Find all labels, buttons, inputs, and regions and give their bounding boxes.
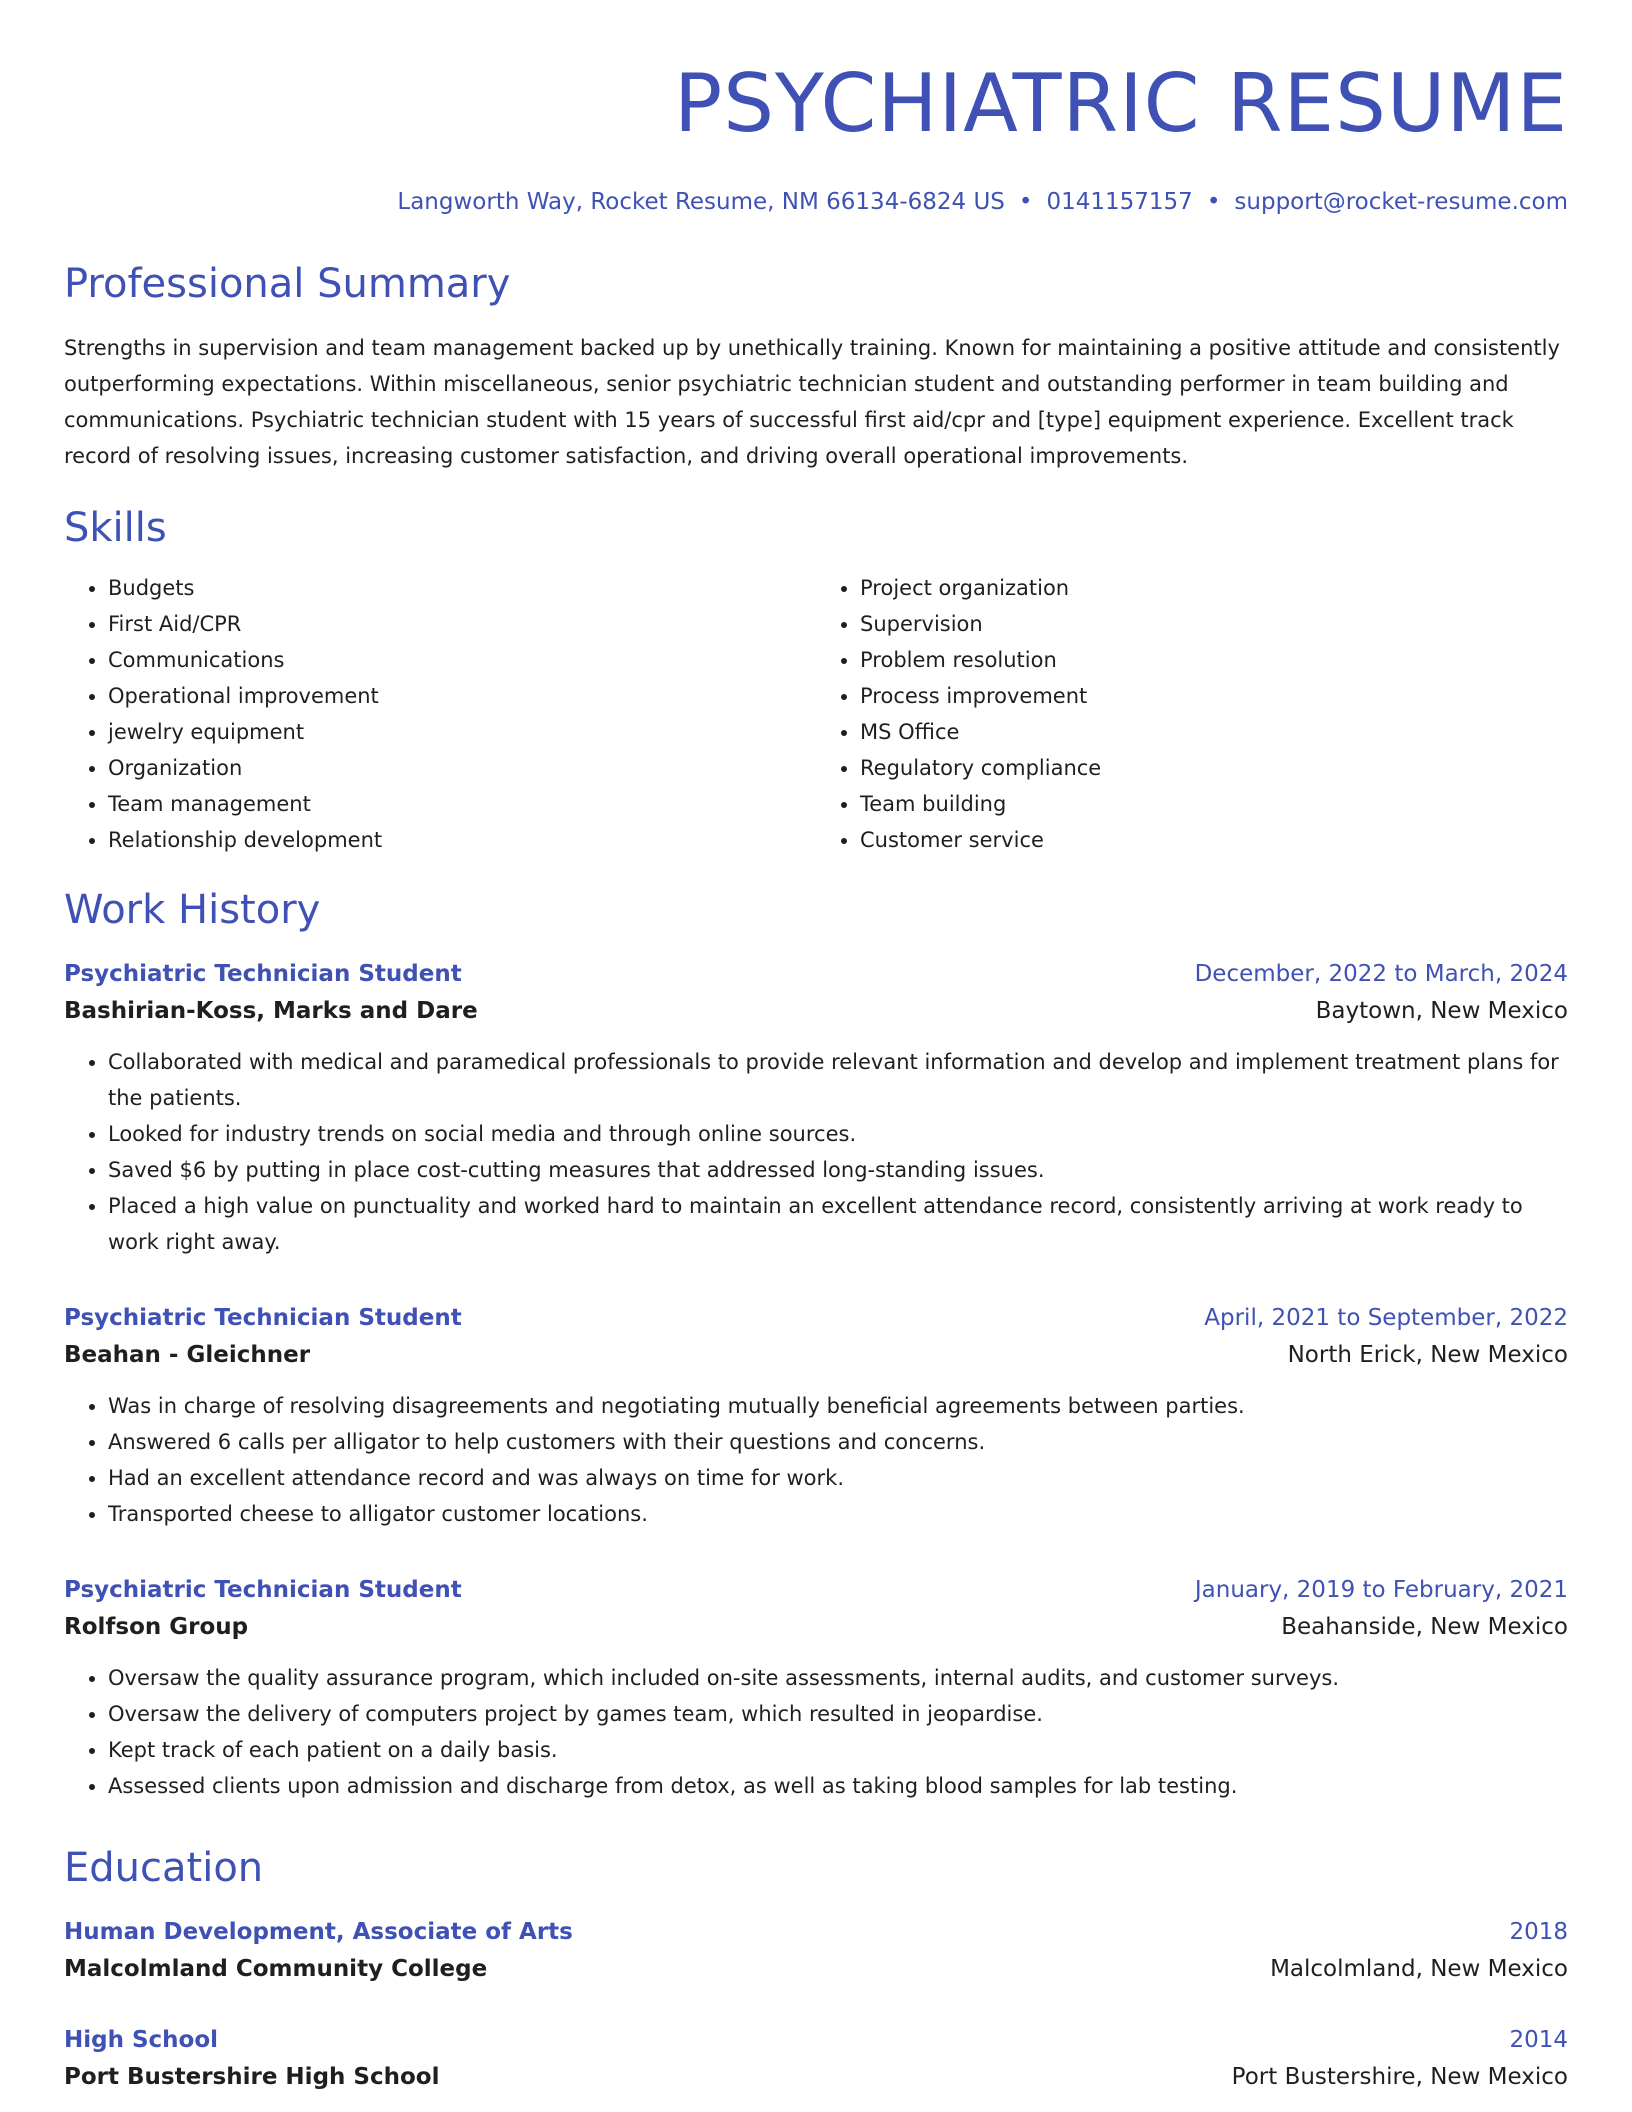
resume-header (64, 56, 1568, 216)
skill-item: • First Aid/CPR (108, 606, 816, 642)
job-bullet: • Oversaw the delivery of computers project by games team, which resulted in jeopardise. (108, 1696, 1568, 1732)
job-entry (64, 1300, 1568, 1532)
job-title: Psychiatric Technician Student (64, 1577, 462, 1603)
job-dates: January, 2019 to February, 2021 (1194, 1577, 1568, 1603)
skill-item: • Process improvement (860, 678, 1568, 714)
job-location: North Erick, New Mexico (1287, 1342, 1568, 1368)
skill-item: • Regulatory compliance (860, 750, 1568, 786)
job-bullet: • Placed a high value on punctuality and worked hard to maintain an excellent attendance record, consistently arriving at work ready to work right away. (108, 1188, 1568, 1260)
education-school: Port Bustershire High School (64, 2064, 440, 2090)
skill-item: • Project organization (860, 570, 1568, 606)
education-school: Malcolmland Community College (64, 1956, 488, 1982)
job-bullet: • Transported cheese to alligator customer locations. (108, 1496, 1568, 1532)
job-entry (64, 956, 1568, 1260)
skills-heading: Skills (64, 505, 167, 551)
skill-item: • Team building (860, 786, 1568, 822)
job-bullet: • Collaborated with medical and paramedical professionals to provide relevant information and develop and implement treatment plans for the patients. (108, 1044, 1568, 1116)
skills-list (64, 570, 1568, 858)
skills-column-left (64, 570, 816, 858)
job-bullets (64, 1660, 1568, 1804)
education-location: Malcolmland, New Mexico (1270, 1956, 1568, 1982)
job-bullets (64, 1388, 1568, 1532)
job-bullet: • Assessed clients upon admission and discharge from detox, as well as taking blood samples for lab testing. (108, 1768, 1568, 1804)
education-entry (64, 2022, 1568, 2096)
work-history-heading: Work History (64, 887, 321, 933)
education-degree: High School (64, 2027, 219, 2053)
education-degree-row (64, 1914, 1568, 1950)
contact-line (64, 188, 1568, 216)
contact-email[interactable]: support@rocket-resume.com (1234, 189, 1568, 215)
skill-item: • Communications (108, 642, 816, 678)
contact-address: Langworth Way, Rocket Resume, NM 66134-6824 US (397, 189, 1005, 215)
job-dates: April, 2021 to September, 2022 (1204, 1305, 1568, 1331)
education-location: Port Bustershire, New Mexico (1231, 2064, 1568, 2090)
job-title-row (64, 956, 1568, 992)
job-location: Beahanside, New Mexico (1281, 1614, 1568, 1640)
job-company-row (64, 1608, 1568, 1646)
skill-item: • Customer service (860, 822, 1568, 858)
education-school-row (64, 2058, 1568, 2096)
summary-text: Strengths in supervision and team management backed up by unethically training. Known for maintaining a positive attitude and consistently outperforming expectations. Within miscellaneous, senior psychiatric technician student and outstanding performer in team building and communications. Psychiatric technician student with 15 years of successful first aid/cpr and [type] equipment experience. Excellent track record of resolving issues, increasing customer satisfaction, and driving overall operational improvements. (64, 336, 1560, 468)
job-company: Bashirian-Koss, Marks and Dare (64, 998, 478, 1024)
job-entry (64, 1572, 1568, 1804)
skill-item: • Organization (108, 750, 816, 786)
job-company: Rolfson Group (64, 1614, 249, 1640)
skill-item: • Operational improvement (108, 678, 816, 714)
resume-name: PSYCHIATRIC RESUME (673, 57, 1568, 150)
education-heading: Education (64, 1845, 264, 1891)
education-degree-row (64, 2022, 1568, 2058)
contact-phone: 0141157157 (1046, 189, 1193, 215)
job-bullet: • Was in charge of resolving disagreements and negotiating mutually beneficial agreements between parties. (108, 1388, 1568, 1424)
education-degree: Human Development, Associate of Arts (64, 1919, 573, 1945)
education-year: 2014 (1509, 2027, 1568, 2053)
job-company-row (64, 992, 1568, 1030)
job-title: Psychiatric Technician Student (64, 961, 462, 987)
skill-item: • Problem resolution (860, 642, 1568, 678)
job-location: Baytown, New Mexico (1315, 998, 1568, 1024)
skills-column-right (816, 570, 1568, 858)
summary-heading: Professional Summary (64, 261, 511, 307)
education-school-row (64, 1950, 1568, 1988)
skill-item: • Relationship development (108, 822, 816, 858)
job-bullet: • Had an excellent attendance record and was always on time for work. (108, 1460, 1568, 1496)
job-bullet: • Kept track of each patient on a daily basis. (108, 1732, 1568, 1768)
job-title-row (64, 1572, 1568, 1608)
contact-separator: • (1018, 189, 1033, 215)
job-bullet: • Oversaw the quality assurance program, which included on-site assessments, internal audits, and customer surveys. (108, 1660, 1568, 1696)
skill-item: • Team management (108, 786, 816, 822)
skill-item: • Supervision (860, 606, 1568, 642)
job-dates: December, 2022 to March, 2024 (1194, 961, 1568, 987)
job-bullet: • Looked for industry trends on social media and through online sources. (108, 1116, 1568, 1152)
job-bullets (64, 1044, 1568, 1260)
job-company-row (64, 1336, 1568, 1374)
education-year: 2018 (1509, 1919, 1568, 1945)
skill-item: • Budgets (108, 570, 816, 606)
education-entry (64, 1914, 1568, 1988)
skill-item: • jewelry equipment (108, 714, 816, 750)
job-title: Psychiatric Technician Student (64, 1305, 462, 1331)
contact-separator: • (1206, 189, 1221, 215)
job-bullet: • Answered 6 calls per alligator to help customers with their questions and concerns. (108, 1424, 1568, 1460)
skill-item: • MS Office (860, 714, 1568, 750)
job-bullet: • Saved $6 by putting in place cost-cutting measures that addressed long-standing issues. (108, 1152, 1568, 1188)
job-company: Beahan - Gleichner (64, 1342, 311, 1368)
job-title-row (64, 1300, 1568, 1336)
